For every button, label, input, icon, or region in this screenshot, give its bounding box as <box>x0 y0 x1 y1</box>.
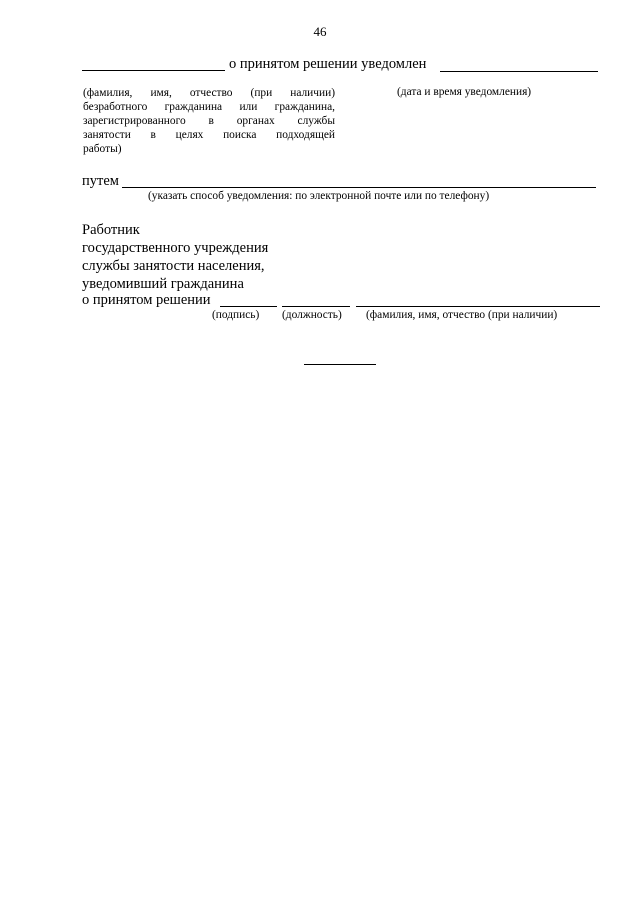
method-label: путем <box>82 173 119 189</box>
notification-method-line <box>122 187 596 188</box>
notified-phrase: о принятом решении уведомлен <box>229 56 427 72</box>
page-number: 46 <box>313 24 327 39</box>
position-line <box>282 306 350 307</box>
fio-caption-line: занятости в целях поиска подходящей <box>83 129 335 141</box>
method-caption: (указать способ уведомления: по электронной почте или по телефону) <box>148 190 490 202</box>
fio-caption-line: безработного гражданина или гражданина, <box>83 101 335 113</box>
position-caption: (должность) <box>282 309 342 321</box>
decision-label: о принятом решении <box>82 292 211 308</box>
employee-block <box>82 221 268 293</box>
fio-caption <box>83 86 335 156</box>
employee-line: Работник <box>82 222 140 238</box>
signature-line <box>220 306 277 307</box>
signature-caption: (подпись) <box>212 309 260 321</box>
end-separator <box>304 364 376 365</box>
datetime-caption: (дата и время уведомления) <box>397 86 532 98</box>
fio-caption-line: работы) <box>83 143 122 155</box>
fio-caption-line: зарегистрированного в органах службы <box>83 115 335 127</box>
employee-line: уведомивший гражданина <box>82 276 244 292</box>
employee-line: государственного учреждения <box>82 240 269 256</box>
notification-datetime-line <box>440 71 598 72</box>
employee-line: службы занятости населения, <box>82 258 265 274</box>
citizen-name-line <box>82 70 225 71</box>
employee-name-line <box>356 306 600 307</box>
fio-caption-line: (фамилия, имя, отчество (при наличии) <box>83 87 335 99</box>
name-caption: (фамилия, имя, отчество (при наличии) <box>366 309 558 321</box>
